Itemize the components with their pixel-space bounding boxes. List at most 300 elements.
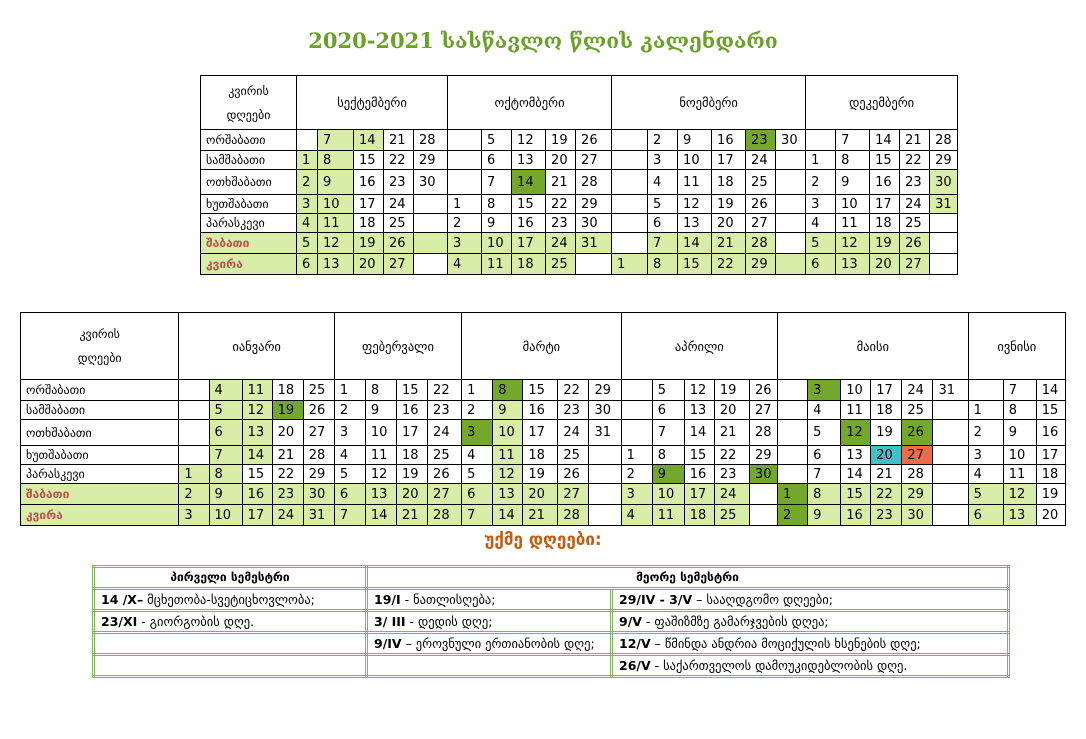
day-cell <box>589 484 621 505</box>
day-cell: 29 <box>576 195 612 214</box>
day-cell: 14 <box>365 505 396 526</box>
day-cell: 8 <box>1003 401 1036 420</box>
weekday-header <box>201 76 297 130</box>
day-cell: 23 <box>384 170 414 195</box>
day-cell <box>930 254 958 275</box>
day-cell: 10 <box>209 505 242 526</box>
day-cell: 1 <box>778 484 808 505</box>
day-cell: 7 <box>652 420 684 446</box>
holiday-name: – ეროვნული ერთიანობის დღე; <box>401 636 595 651</box>
day-cell <box>778 401 808 420</box>
day-cell: 6 <box>968 505 1003 526</box>
day-cell <box>414 233 448 254</box>
day-cell: 16 <box>841 505 871 526</box>
day-cell: 4 <box>621 505 652 526</box>
day-cell <box>621 420 652 446</box>
day-cell: 14 <box>354 130 384 151</box>
day-cell: 11 <box>678 170 712 195</box>
day-cell: 1 <box>297 151 318 170</box>
day-cell: 9 <box>652 465 684 484</box>
day-cell: 26 <box>558 465 589 484</box>
day-cell <box>778 420 808 446</box>
day-cell: 11 <box>365 446 396 465</box>
day-cell: 14 <box>841 465 871 484</box>
day-cell: 2 <box>968 420 1003 446</box>
day-cell: 7 <box>1003 380 1036 401</box>
day-cell: 20 <box>870 254 900 275</box>
day-cell: 10 <box>1003 446 1036 465</box>
day-cell: 4 <box>806 214 836 233</box>
weekday-label: ორშაბათი <box>201 130 297 151</box>
day-cell: 12 <box>512 130 546 151</box>
day-cell <box>179 446 209 465</box>
day-cell: 15 <box>354 151 384 170</box>
day-cell: 13 <box>1003 505 1036 526</box>
day-cell: 8 <box>836 151 870 170</box>
day-cell: 10 <box>652 484 684 505</box>
weekday-label: პარასკევი <box>201 214 297 233</box>
day-cell: 21 <box>384 130 414 151</box>
day-cell <box>414 195 448 214</box>
day-cell <box>612 151 648 170</box>
day-cell: 27 <box>384 254 414 275</box>
month-header: ოქტომბერი <box>448 76 612 130</box>
day-cell: 14 <box>684 420 714 446</box>
week-row <box>21 380 1066 401</box>
day-cell: 11 <box>493 446 523 465</box>
day-cell: 16 <box>712 130 746 151</box>
day-cell: 25 <box>900 214 930 233</box>
day-cell: 5 <box>968 484 1003 505</box>
day-cell: 23 <box>871 505 902 526</box>
day-cell: 12 <box>365 465 396 484</box>
day-cell <box>448 170 482 195</box>
day-cell: 7 <box>482 170 512 195</box>
holiday-name: - ფაშიზმზე გამარჯვების დღეა; <box>641 614 829 629</box>
day-cell: 25 <box>384 214 414 233</box>
weekday-label: შაბათი <box>21 484 179 505</box>
day-cell: 25 <box>546 254 576 275</box>
day-cell: 28 <box>414 130 448 151</box>
holiday-cell <box>94 611 367 633</box>
day-cell: 25 <box>746 170 776 195</box>
day-cell: 19 <box>1036 484 1065 505</box>
day-cell: 19 <box>396 465 427 484</box>
day-cell: 6 <box>652 401 684 420</box>
day-cell: 10 <box>493 420 523 446</box>
day-cell <box>776 214 806 233</box>
day-cell: 18 <box>712 170 746 195</box>
day-cell: 23 <box>272 484 303 505</box>
holiday-date: 29/IV - 3/V <box>619 592 693 607</box>
holiday-date: 23/XI <box>101 614 138 629</box>
day-cell: 23 <box>746 130 776 151</box>
day-cell: 17 <box>712 151 746 170</box>
day-cell <box>968 380 1003 401</box>
holiday-cell <box>94 589 367 611</box>
day-cell: 29 <box>749 446 777 465</box>
day-cell <box>749 484 777 505</box>
day-cell: 20 <box>714 401 749 420</box>
day-cell: 3 <box>968 446 1003 465</box>
day-cell: 19 <box>712 195 746 214</box>
day-cell: 31 <box>589 420 621 446</box>
day-cell <box>612 170 648 195</box>
day-cell: 14 <box>493 505 523 526</box>
day-cell: 30 <box>576 214 612 233</box>
week-row <box>21 505 1066 526</box>
day-cell: 22 <box>714 446 749 465</box>
day-cell: 3 <box>621 484 652 505</box>
day-cell: 17 <box>523 420 558 446</box>
holiday-row <box>94 589 1009 611</box>
weekday-header-line: კვირის <box>79 327 120 341</box>
day-cell: 26 <box>576 130 612 151</box>
holiday-name: - დედის დღე; <box>405 614 493 629</box>
month-header: სექტემბერი <box>297 76 448 130</box>
day-cell: 5 <box>334 465 365 484</box>
weekday-label: სამშაბათი <box>201 151 297 170</box>
day-cell: 15 <box>684 446 714 465</box>
day-cell: 4 <box>808 401 841 420</box>
day-cell: 7 <box>462 505 493 526</box>
day-cell: 31 <box>303 505 334 526</box>
day-cell: 19 <box>272 401 303 420</box>
day-cell: 22 <box>272 465 303 484</box>
holiday-cell <box>367 611 612 633</box>
day-cell: 19 <box>714 380 749 401</box>
day-cell: 18 <box>272 380 303 401</box>
day-cell <box>589 446 621 465</box>
day-cell: 22 <box>428 380 462 401</box>
week-row <box>21 420 1066 446</box>
day-cell: 21 <box>523 505 558 526</box>
day-cell: 17 <box>512 233 546 254</box>
day-cell: 20 <box>712 214 746 233</box>
day-cell: 14 <box>870 130 900 151</box>
calendar-table-autumn <box>200 75 958 275</box>
weekday-label: პარასკევი <box>21 465 179 484</box>
day-cell: 11 <box>652 505 684 526</box>
day-cell: 22 <box>871 484 902 505</box>
day-cell: 13 <box>678 214 712 233</box>
day-cell: 17 <box>1036 446 1065 465</box>
day-cell: 27 <box>558 484 589 505</box>
day-cell: 12 <box>242 401 272 420</box>
day-cell <box>589 465 621 484</box>
day-cell: 1 <box>462 380 493 401</box>
day-cell: 24 <box>714 484 749 505</box>
day-cell: 1 <box>968 401 1003 420</box>
day-cell: 8 <box>365 380 396 401</box>
day-cell: 10 <box>841 380 871 401</box>
day-cell: 18 <box>354 214 384 233</box>
calendar-table-spring <box>20 312 1066 526</box>
day-cell <box>778 380 808 401</box>
day-cell: 13 <box>242 420 272 446</box>
holiday-cell <box>612 655 1009 677</box>
day-cell <box>776 170 806 195</box>
holiday-name: მცხეთობა-სვეტიცხოვლობა; <box>143 592 315 607</box>
day-cell: 21 <box>900 130 930 151</box>
day-cell <box>933 420 968 446</box>
weekday-label: ხუთშაბათი <box>21 446 179 465</box>
holiday-date: 9/V <box>619 614 642 629</box>
week-row <box>201 214 958 233</box>
day-cell: 17 <box>242 505 272 526</box>
day-cell: 6 <box>482 151 512 170</box>
day-cell: 20 <box>871 446 902 465</box>
month-header: იანვარი <box>179 313 334 380</box>
day-cell <box>933 484 968 505</box>
day-cell: 1 <box>621 446 652 465</box>
holiday-date: 12/V <box>619 636 651 651</box>
day-cell: 9 <box>808 505 841 526</box>
weekday-header-line: კვირის <box>228 83 269 98</box>
day-cell: 28 <box>902 465 933 484</box>
holiday-cell <box>612 611 1009 633</box>
day-cell: 24 <box>900 195 930 214</box>
holiday-name: - საქართველოს დამოუკიდებლობის დღე. <box>650 658 908 673</box>
day-cell: 7 <box>209 446 242 465</box>
day-cell: 27 <box>902 446 933 465</box>
day-cell: 5 <box>209 401 242 420</box>
day-cell: 7 <box>808 465 841 484</box>
day-cell: 20 <box>354 254 384 275</box>
holiday-name: – სააღდგომო დღეები; <box>692 592 833 607</box>
day-cell: 21 <box>712 233 746 254</box>
day-cell: 9 <box>493 401 523 420</box>
day-cell <box>776 151 806 170</box>
day-cell: 6 <box>648 214 678 233</box>
day-cell: 30 <box>589 401 621 420</box>
day-cell: 28 <box>303 446 334 465</box>
week-row <box>21 446 1066 465</box>
holiday-cell <box>367 655 612 677</box>
day-cell: 26 <box>746 195 776 214</box>
day-cell: 29 <box>746 254 776 275</box>
month-header: დეკემბერი <box>806 76 958 130</box>
day-cell: 26 <box>902 420 933 446</box>
day-cell: 9 <box>836 170 870 195</box>
day-cell: 18 <box>523 446 558 465</box>
holiday-cell <box>612 589 1009 611</box>
day-cell: 10 <box>678 151 712 170</box>
day-cell: 24 <box>384 195 414 214</box>
page-title: 2020-2021 სასწავლო წლის კალენდარი <box>308 28 778 53</box>
month-header: მარტი <box>462 313 621 380</box>
day-cell: 11 <box>1003 465 1036 484</box>
day-cell: 30 <box>303 484 334 505</box>
day-cell: 12 <box>684 380 714 401</box>
day-cell: 24 <box>428 420 462 446</box>
day-cell: 27 <box>749 401 777 420</box>
day-cell <box>933 465 968 484</box>
day-cell: 3 <box>462 420 493 446</box>
day-cell: 18 <box>396 446 427 465</box>
day-cell: 11 <box>318 214 354 233</box>
day-cell: 5 <box>297 233 318 254</box>
day-cell: 2 <box>179 484 209 505</box>
week-row <box>201 195 958 214</box>
day-cell: 2 <box>648 130 678 151</box>
day-cell <box>612 130 648 151</box>
day-cell: 18 <box>871 401 902 420</box>
week-row <box>21 484 1066 505</box>
month-header: ივნისი <box>968 313 1065 380</box>
day-cell: 30 <box>930 170 958 195</box>
day-cell: 12 <box>836 233 870 254</box>
day-cell <box>776 233 806 254</box>
day-cell: 17 <box>870 195 900 214</box>
day-cell: 8 <box>808 484 841 505</box>
day-cell <box>612 233 648 254</box>
day-cell: 6 <box>297 254 318 275</box>
day-cell <box>589 505 621 526</box>
day-cell: 19 <box>354 233 384 254</box>
day-cell: 18 <box>1036 465 1065 484</box>
day-cell: 1 <box>179 465 209 484</box>
day-cell: 20 <box>272 420 303 446</box>
day-cell: 16 <box>870 170 900 195</box>
day-cell <box>933 446 968 465</box>
day-cell: 16 <box>354 170 384 195</box>
day-cell: 28 <box>749 420 777 446</box>
day-cell: 13 <box>365 484 396 505</box>
day-cell: 3 <box>808 380 841 401</box>
week-row <box>201 130 958 151</box>
day-cell: 13 <box>841 446 871 465</box>
holiday-name: - ნათლისღება; <box>400 592 496 607</box>
day-cell: 3 <box>448 233 482 254</box>
holiday-cell <box>94 633 367 655</box>
day-cell: 17 <box>684 484 714 505</box>
day-cell: 22 <box>558 380 589 401</box>
day-cell: 23 <box>900 170 930 195</box>
day-cell: 30 <box>776 130 806 151</box>
day-cell: 6 <box>808 446 841 465</box>
day-cell: 22 <box>712 254 746 275</box>
day-cell: 20 <box>523 484 558 505</box>
day-cell: 1 <box>448 195 482 214</box>
weekday-label: ოთხშაბათი <box>21 420 179 446</box>
day-cell <box>179 420 209 446</box>
day-cell <box>179 380 209 401</box>
day-cell: 5 <box>806 233 836 254</box>
day-cell: 9 <box>365 401 396 420</box>
day-cell: 8 <box>209 465 242 484</box>
weekday-label: შაბათი <box>201 233 297 254</box>
day-cell: 18 <box>870 214 900 233</box>
day-cell: 15 <box>512 195 546 214</box>
day-cell: 25 <box>558 446 589 465</box>
day-cell: 15 <box>242 465 272 484</box>
day-cell: 14 <box>678 233 712 254</box>
day-cell: 23 <box>714 465 749 484</box>
day-cell: 21 <box>546 170 576 195</box>
day-cell: 7 <box>836 130 870 151</box>
semester-2-header: მეორე სემესტრი <box>367 567 1009 589</box>
day-cell: 13 <box>836 254 870 275</box>
day-cell: 21 <box>714 420 749 446</box>
day-cell: 3 <box>334 420 365 446</box>
day-cell: 22 <box>384 151 414 170</box>
day-cell: 2 <box>806 170 836 195</box>
day-cell: 8 <box>648 254 678 275</box>
day-cell: 26 <box>303 401 334 420</box>
day-cell: 4 <box>334 446 365 465</box>
day-cell: 17 <box>871 380 902 401</box>
holiday-row <box>94 633 1009 655</box>
day-cell: 14 <box>512 170 546 195</box>
day-cell <box>930 233 958 254</box>
day-cell: 15 <box>678 254 712 275</box>
day-cell <box>930 214 958 233</box>
day-cell: 1 <box>334 380 365 401</box>
day-cell: 28 <box>428 505 462 526</box>
holidays-title: უქმე დღეები: <box>484 530 602 550</box>
day-cell: 16 <box>242 484 272 505</box>
day-cell: 4 <box>448 254 482 275</box>
day-cell: 10 <box>318 195 354 214</box>
day-cell: 13 <box>318 254 354 275</box>
day-cell: 8 <box>652 446 684 465</box>
day-cell: 6 <box>334 484 365 505</box>
day-cell: 10 <box>482 233 512 254</box>
semester-1-header: პირველი სემესტრი <box>94 567 367 589</box>
day-cell <box>749 505 777 526</box>
day-cell <box>448 151 482 170</box>
day-cell: 2 <box>462 401 493 420</box>
day-cell: 30 <box>902 505 933 526</box>
day-cell: 22 <box>546 195 576 214</box>
day-cell: 3 <box>648 151 678 170</box>
day-cell: 1 <box>806 151 836 170</box>
day-cell: 16 <box>396 401 427 420</box>
day-cell: 25 <box>428 446 462 465</box>
day-cell: 28 <box>746 233 776 254</box>
day-cell: 19 <box>523 465 558 484</box>
day-cell: 7 <box>334 505 365 526</box>
day-cell: 12 <box>678 195 712 214</box>
day-cell: 23 <box>428 401 462 420</box>
day-cell: 10 <box>365 420 396 446</box>
day-cell: 2 <box>448 214 482 233</box>
day-cell: 13 <box>684 401 714 420</box>
day-cell: 2 <box>297 170 318 195</box>
day-cell: 1 <box>612 254 648 275</box>
day-cell: 29 <box>414 151 448 170</box>
day-cell <box>778 465 808 484</box>
day-cell <box>933 401 968 420</box>
day-cell: 16 <box>523 401 558 420</box>
day-cell: 16 <box>684 465 714 484</box>
day-cell: 5 <box>648 195 678 214</box>
day-cell: 9 <box>318 170 354 195</box>
day-cell: 27 <box>900 254 930 275</box>
day-cell: 31 <box>930 195 958 214</box>
day-cell: 9 <box>482 214 512 233</box>
holiday-date: 9/IV <box>374 636 402 651</box>
day-cell <box>776 254 806 275</box>
day-cell: 9 <box>1003 420 1036 446</box>
week-row <box>201 170 958 195</box>
day-cell: 3 <box>297 195 318 214</box>
day-cell: 30 <box>414 170 448 195</box>
day-cell: 25 <box>902 401 933 420</box>
day-cell: 17 <box>354 195 384 214</box>
day-cell: 11 <box>836 214 870 233</box>
